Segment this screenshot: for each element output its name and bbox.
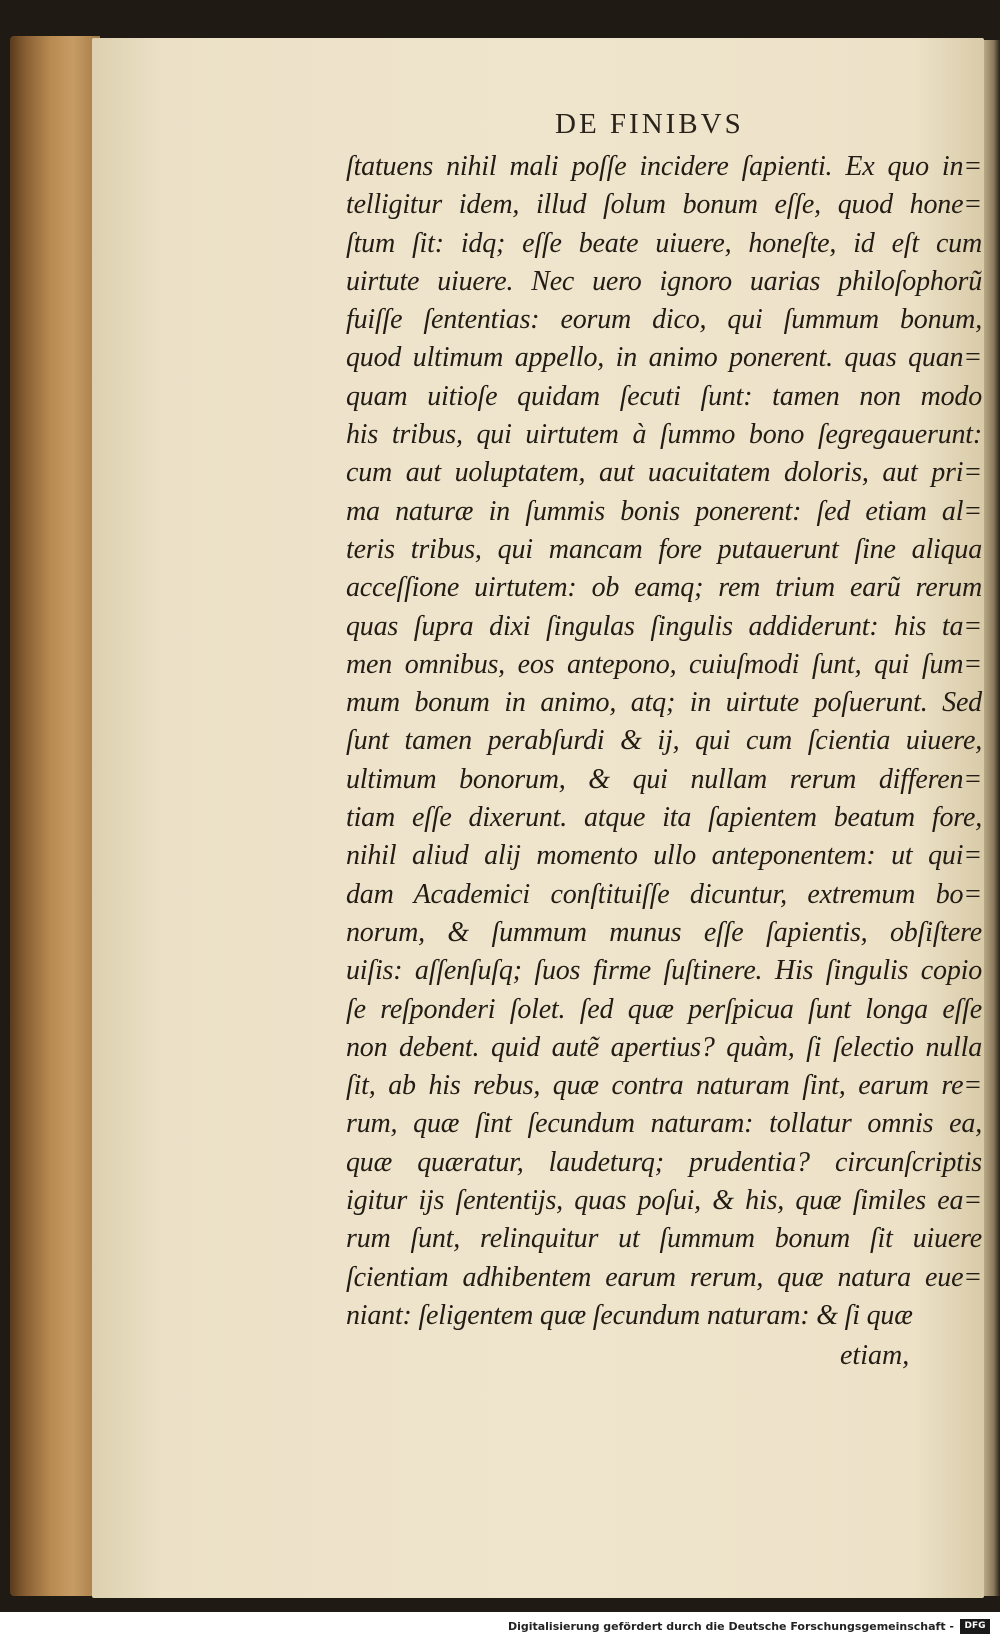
text-line: mum bonum in animo, atq; in uirtute poſuerunt. Sed: [346, 687, 982, 719]
text-line: fuiſſe ſententias: eorum dico, qui ſummum bonum,: [346, 304, 982, 336]
text-line: ſe reſponderi ſolet. ſed quæ perſpicua ſunt longa eſſe: [346, 993, 982, 1025]
text-line: quas ſupra dixi ſingulas ſingulis addiderunt: his ta=: [346, 610, 982, 642]
text-line: ſtatuens nihil mali poſſe incidere ſapienti. Ex quo in=: [346, 151, 982, 182]
text-line: ma naturæ in ſummis bonis ponerent: ſed etiam al=: [346, 495, 982, 527]
text-line: rum ſunt, relinquitur ut ſummum bonum ſit uiuere: [346, 1223, 982, 1255]
text-line: quod ultimum appello, in animo ponerent. quas quan=: [346, 342, 982, 374]
text-line: quam uitioſe quidam ſecuti ſunt: tamen non modo: [346, 380, 982, 412]
text-line: ſit, ab his rebus, quæ contra naturam ſint, earum re=: [346, 1070, 982, 1102]
book-page-edges: [10, 36, 100, 1596]
gutter-edge: [984, 40, 1000, 1596]
footer-bar: [0, 1612, 1000, 1646]
dfg-logo-icon: DFG: [960, 1619, 990, 1634]
text-line: men omnibus, eos antepono, cuiuſmodi ſunt, qui ſum=: [346, 648, 982, 680]
text-line: uiſis: aſſenſuſq; ſuos firme ſuſtinere. His ſingulis copio: [346, 955, 982, 987]
text-line: cum aut uoluptatem, aut uacuitatem doloris, aut pri=: [346, 457, 982, 489]
text-line: uirtute uiuere. Nec uero ignoro uarias philoſophorũ: [346, 265, 982, 297]
text-line: non debent. quid autẽ apertius? quàm, ſi ſelectio nulla: [346, 1031, 982, 1063]
text-line: ſtum ſit: idq; eſſe beate uiuere, honeſte, id eſt cum: [346, 227, 982, 259]
text-line: ſcientiam adhibentem earum rerum, quæ natura eue=: [346, 1261, 982, 1293]
text-line: acceſſione uirtutem: ob eamq; rem trium earũ rerum: [346, 572, 982, 604]
funding-notice: Digitalisierung gefördert durch die Deutsche Forschungsgemeinschaft -: [507, 1620, 954, 1633]
text-line: telligitur idem, illud ſolum bonum eſſe, quod hone=: [346, 189, 982, 221]
text-line: quæ quæratur, laudeturq; prudentia? circunſcriptis: [346, 1146, 982, 1178]
text-line: ultimum bonorum, & qui nullam rerum differen=: [346, 763, 982, 795]
text-line: his tribus, qui uirtutem à ſummo bono ſegregauerunt:: [346, 419, 982, 451]
text-line: nihil aliud alij momento ullo anteponentem: ut qui=: [346, 840, 982, 872]
text-line: ſunt tamen perabſurdi & ij, qui cum ſcientia uiuere,: [346, 725, 982, 757]
text-block: [346, 148, 982, 1335]
text-line: teris tribus, qui mancam fore putauerunt ſine aliqua: [346, 533, 982, 565]
catchword: etiam,: [840, 1340, 910, 1371]
text-line: igitur ijs ſententijs, quas poſui, & his, quæ ſimiles ea=: [346, 1185, 982, 1217]
text-line: niant: ſeligentem quæ ſecundum naturam: & ſi quæ: [346, 1299, 913, 1331]
running-head: DE FINIBVS: [555, 108, 744, 140]
text-line: dam Academici conſtituiſſe dicuntur, extremum bo=: [346, 878, 982, 910]
text-line: rum, quæ ſint ſecundum naturam: tollatur omnis ea,: [346, 1108, 982, 1140]
text-line: tiam eſſe dixerunt. atque ita ſapientem beatum fore,: [346, 802, 982, 834]
text-line: norum, & ſummum munus eſſe ſapientis, obſiſtere: [346, 916, 982, 948]
